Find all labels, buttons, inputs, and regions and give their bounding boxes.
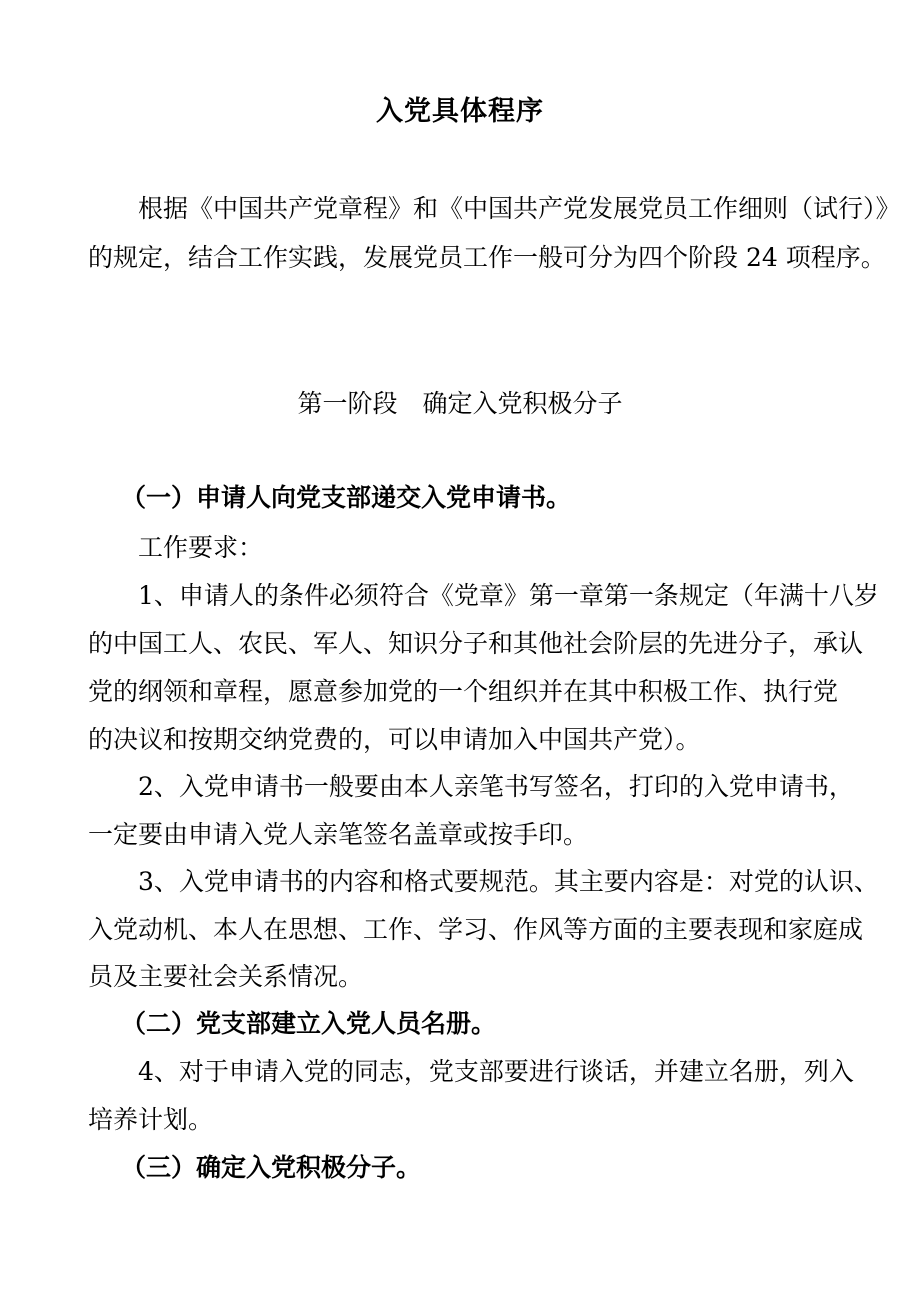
item-1-line-3: 党的纲领和章程，愿意参加党的一个组织并在其中积极工作、执行党 bbox=[88, 677, 839, 706]
item-1-line-4: 的决议和按期交纳党费的，可以申请加入中国共产党）。 bbox=[88, 725, 701, 754]
item-2-line-1: 2、入党申请书一般要由本人亲笔书写签名，打印的入党申请书， bbox=[138, 772, 854, 801]
item-3-line-1: 3、入党申请书的内容和格式要规范。其主要内容是：对党的认识、 bbox=[138, 867, 879, 896]
item-4-line-1: 4、对于申请入党的同志，党支部要进行谈话，并建立名册，列入 bbox=[138, 1057, 854, 1086]
section-3-heading: （三）确定入党积极分子。 bbox=[121, 1153, 422, 1182]
stage-heading: 第一阶段 确定入党积极分子 bbox=[297, 389, 623, 418]
document-title: 入党具体程序 bbox=[376, 96, 544, 127]
item-1-line-1: 1、申请人的条件必须符合《党章》第一章第一条规定（年满十八岁 bbox=[138, 581, 879, 610]
requirements-label: 工作要求： bbox=[138, 533, 264, 562]
section-2-heading: （二）党支部建立入党人员名册。 bbox=[121, 1009, 497, 1038]
item-3-line-3: 员及主要社会关系情况。 bbox=[88, 962, 364, 991]
intro-line-1: 根据《中国共产党章程》和《中国共产党发展党员工作细则（试行）》 bbox=[138, 194, 901, 223]
item-3-line-2: 入党动机、本人在思想、工作、学习、作风等方面的主要表现和家庭成 bbox=[88, 915, 864, 944]
item-2-line-2: 一定要由申请入党人亲笔签名盖章或按手印。 bbox=[88, 820, 589, 849]
section-1-heading: （一）申请人向党支部递交入党申请书。 bbox=[121, 483, 572, 512]
item-4-line-2: 培养计划。 bbox=[88, 1105, 214, 1134]
intro-line-2: 的规定，结合工作实践，发展党员工作一般可分为四个阶段 24 项程序。 bbox=[88, 243, 886, 272]
item-1-line-2: 的中国工人、农民、军人、知识分子和其他社会阶层的先进分子，承认 bbox=[88, 629, 864, 658]
